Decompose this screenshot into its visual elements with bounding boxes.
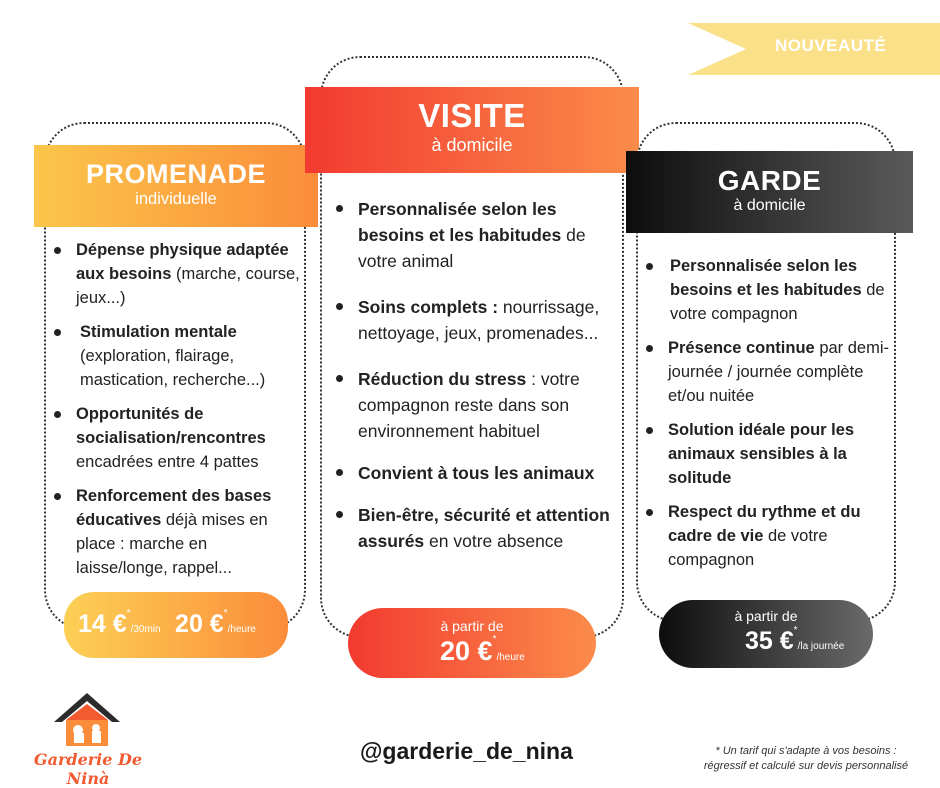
promenade-price-hour: 20 € xyxy=(175,610,224,638)
instagram-handle: @garderie_de_nina xyxy=(360,738,573,764)
promenade-header xyxy=(34,145,318,227)
garde-price: 35 € xyxy=(745,627,794,655)
visite-price: 20 € xyxy=(440,636,493,666)
list-item: Renforcement des bases éducatives déjà mises en place : marche en laisse/longe, rappel... xyxy=(52,484,302,580)
logo-name: Garderie De Ninà xyxy=(33,750,143,788)
list-item: Soins complets : nourrissage, nettoyage, jeux, promenades... xyxy=(334,294,624,346)
visite-price-pill: à partir de 20 €*/heure xyxy=(348,608,596,678)
promenade-price-30min: 14 € xyxy=(78,610,127,638)
list-item: Bien-être, sécurité et attention assurés en votre absence xyxy=(334,502,624,554)
promenade-subtitle: individuelle xyxy=(135,190,217,208)
list-item: Respect du rythme et du cadre de vie de votre compagnon xyxy=(644,500,890,572)
pricing-footnote xyxy=(690,744,922,774)
garde-subtitle: à domicile xyxy=(733,197,806,214)
list-item: Stimulation mentale (exploration, flairage, mastication, recherche...) xyxy=(52,320,302,392)
promenade-price-pill: 14 €*/30min 20 €*/heure xyxy=(64,592,288,658)
garde-title: GARDE xyxy=(717,165,822,196)
garde-header xyxy=(626,151,913,233)
list-item: Réduction du stress : votre compagnon reste dans son environnement habituel xyxy=(334,366,624,444)
nouveaute-label: NOUVEAUTÉ xyxy=(775,36,887,55)
garde-price-prefix: à partir de xyxy=(734,608,798,624)
visite-subtitle: à domicile xyxy=(431,135,513,155)
list-item: Dépense physique adaptée aux besoins (marche, course, jeux...) xyxy=(52,238,302,310)
footnote-line2: régressif et calculé sur devis personnalisé xyxy=(703,760,909,772)
list-item: Personnalisée selon les besoins et les habitudes de votre animal xyxy=(334,196,624,274)
list-item: Opportunités de socialisation/rencontres encadrées entre 4 pattes xyxy=(52,402,302,474)
garde-features xyxy=(644,254,890,572)
list-item: Convient à tous les animaux xyxy=(334,460,624,486)
visite-features xyxy=(334,196,624,554)
promenade-title: PROMENADE xyxy=(85,159,266,189)
visite-price-prefix: à partir de xyxy=(440,618,504,634)
garderie-house-logo-icon xyxy=(52,690,122,750)
garde-price-pill: à partir de 35 €*/la journée xyxy=(659,600,873,668)
visite-header xyxy=(305,87,639,173)
footnote-line1: * Un tarif qui s'adapte à vos besoins : xyxy=(715,745,897,757)
list-item: Personnalisée selon les besoins et les habitudes de votre compagnon xyxy=(644,254,890,326)
promenade-features xyxy=(52,238,302,580)
list-item: Solution idéale pour les animaux sensibles à la solitude xyxy=(644,418,890,490)
visite-title: VISITE xyxy=(418,97,526,134)
list-item: Présence continue par demi-journée / journée complète et/ou nuitée xyxy=(644,336,890,408)
